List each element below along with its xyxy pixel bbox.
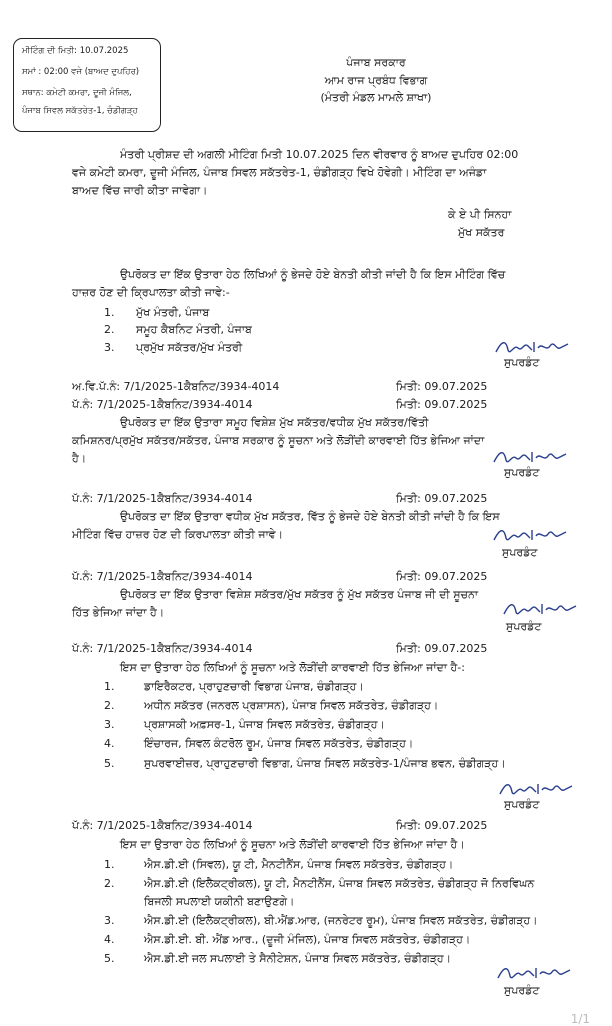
superintendent-label: ਸੁਪਰਡੰਟ xyxy=(504,466,540,479)
list-item-number: 2. xyxy=(104,877,115,890)
section2-line1: ਉਪਰੋਕਤ ਦਾ ਇੱਕ ਉਤਾਰਾ ਸਮੂਹ ਵਿਸ਼ੇਸ਼ ਮੁੱਖ ਸਕੱਤਰ/ਵਧੀਕ ਮੁੱਖ ਸਕੱਤਰ/ਵਿੱਤੀ xyxy=(120,416,429,429)
section4-line1: ਉਪਰੋਕਤ ਦਾ ਇੱਕ ਉਤਾਰਾ ਵਿਸ਼ੇਸ਼ ਸਕੱਤਰ/ਮੁੱਖ ਸਕੱਤਰ ਨੂੰ ਮੁੱਖ ਸਕੱਤਰ ਪੰਜਾਬ ਜੀ ਦੀ ਸੂਚਨਾ xyxy=(120,588,479,601)
superintendent-label: ਸੁਪਰਡੰਟ xyxy=(504,984,540,997)
section2-line3: ਹੈ। xyxy=(72,452,87,465)
reference-number: ਅ.ਵਿ.ਪੱ.ਨੰ: 7/1/2025-1ਕੈਬਨਿਟ/3934-4014 xyxy=(72,380,280,393)
list-item-number: 2. xyxy=(104,323,115,336)
reference-date: ਮਿਤੀ: 09.07.2025 xyxy=(396,380,488,393)
header-branch: (ਮੰਤਰੀ ਮੰਡਲ ਮਾਮਲੇ ਸ਼ਾਖਾ) xyxy=(320,91,432,104)
intro-line1: ਮੰਤਰੀ ਪ੍ਰੀਸ਼ਦ ਦੀ ਅਗਲੀ ਮੀਟਿੰਗ ਮਿਤੀ 10.07.2025 ਦਿਨ ਵੀਰਵਾਰ ਨੂੰ ਬਾਅਦ ਦੁਪਹਿਰ 02:00 xyxy=(120,148,519,161)
superintendent-label: ਸੁਪਰਡੰਟ xyxy=(504,356,540,369)
list-item: ਡਾਇਰੈਕਟਰ, ਪ੍ਰਾਹੁਣਚਾਰੀ ਵਿਭਾਗ ਪੰਜਾਬ, ਚੰਡੀਗੜ੍ਹ। xyxy=(144,680,364,693)
section6-intro: ਇਸ ਦਾ ਉਤਾਰਾ ਹੇਠ ਲਿਖਿਆਂ ਨੂੰ ਸੂਚਨਾ ਅਤੇ ਲੋੜੀਂਦੀ ਕਾਰਵਾਈ ਹਿੱਤ ਭੇਜਿਆ ਜਾਂਦਾ ਹੈ। xyxy=(120,838,465,851)
list-item-number: 1. xyxy=(104,680,115,693)
list-item: ਪ੍ਰਸ਼ਾਸਕੀ ਅਫ਼ਸਰ-1, ਪੰਜਾਬ ਸਿਵਲ ਸਕੱਤਰੇਤ, ਚੰਡੀਗੜ੍ਹ। xyxy=(144,718,385,731)
superintendent-label: ਸੁਪਰਡੰਟ xyxy=(504,798,540,811)
meeting-place-line1: ਸਥਾਨ: ਕਮੇਟੀ ਕਮਰਾ, ਦੂਜੀ ਮੰਜਿਲ, xyxy=(22,88,132,98)
list-item: ਬਿਜਲੀ ਸਪਲਾਈ ਯਕੀਨੀ ਬਣਾਉਣਗੇ। xyxy=(144,895,295,908)
list-item: ਐਸ.ਡੀ.ਈ (ਇਲੈਕਟ੍ਰੀਕਲ), ਬੀ.ਐਂਡ.ਆਰ, (ਜਨਰੇਟਰ ਰੂਮ), ਪੰਜਾਬ ਸਿਵਲ ਸਕੱਤਰੇਤ, ਚੰਡੀਗੜ੍ਹ। xyxy=(144,914,538,927)
section5-intro: ਇਸ ਦਾ ਉਤਾਰਾ ਹੇਠ ਲਿਖਿਆਂ ਨੂੰ ਸੂਚਨਾ ਅਤੇ ਲੋੜੀਂਦੀ ਕਾਰਵਾਈ ਹਿੱਤ ਭੇਜਿਆ ਜਾਂਦਾ ਹੈ-: xyxy=(120,661,465,674)
meeting-info-box xyxy=(13,38,161,132)
signatory-title: ਮੁੱਖ ਸਕੱਤਰ xyxy=(458,226,505,239)
section4-line2: ਹਿੱਤ ਭੇਜਿਆ ਜਾਂਦਾ ਹੈ। xyxy=(72,606,165,619)
reference-date: ਮਿਤੀ: 09.07.2025 xyxy=(396,398,488,411)
reference-number: ਪੱ.ਨੰ: 7/1/2025-1ਕੈਬਨਿਟ/3934-4014 xyxy=(72,642,253,655)
header-government: ਪੰਜਾਬ ਸਰਕਾਰ xyxy=(346,56,406,69)
header-department: ਆਮ ਰਾਜ ਪ੍ਰਬੰਧ ਵਿਭਾਗ xyxy=(324,74,428,87)
list-item-number: 4. xyxy=(104,737,115,750)
intro-line3: ਬਾਅਦ ਵਿੱਚ ਜਾਰੀ ਕੀਤਾ ਜਾਵੇਗਾ। xyxy=(72,184,208,197)
list-item: ਐਸ.ਡੀ.ਈ ਜਲ ਸਪਲਾਈ ਤੇ ਸੈਨੀਟੇਸ਼ਨ, ਪੰਜਾਬ ਸਿਵਲ ਸਕੱਤਰੇਤ, ਚੰਡੀਗੜ੍ਹ। xyxy=(144,952,452,965)
list-item-number: 1. xyxy=(104,858,115,871)
meeting-place-line2: ਪੰਜਾਬ ਸਿਵਲ ਸਕੱਤਰੇਤ-1, ਚੰਡੀਗੜ੍ਹ xyxy=(22,106,138,116)
intro-line2: ਵਜੇ ਕਮੇਟੀ ਕਮਰਾ, ਦੂਜੀ ਮੰਜਿਲ, ਪੰਜਾਬ ਸਿਵਲ ਸਕੱਤਰੇਤ-1, ਚੰਡੀਗੜ੍ਹ ਵਿਖੇ ਹੋਵੇਗੀ। ਮੀਟਿੰਗ ਦਾ ਅਜੰਡਾ xyxy=(72,166,487,179)
section1-line2: ਹਾਜ਼ਰ ਹੋਣ ਦੀ ਕ੍ਰਿਪਾਲਤਾ ਕੀਤੀ ਜਾਵੇ:- xyxy=(72,286,230,299)
section2-line2: ਕਮਿਸ਼ਨਰ/ਪ੍ਰਮੁੱਖ ਸਕੱਤਰ/ਸਕੱਤਰ, ਪੰਜਾਬ ਸਰਕਾਰ ਨੂੰ ਸੂਚਨਾ ਅਤੇ ਲੋੜੀਂਦੀ ਕਾਰਵਾਈ ਹਿੱਤ ਭੇਜਿਆ ਜਾਂਦਾ xyxy=(72,434,485,447)
list-item: ਸੁਪਰਵਾਈਜ਼ਰ, ਪ੍ਰਾਹੁਣਚਾਰੀ ਵਿਭਾਗ, ਪੰਜਾਬ ਸਿਵਲ ਸਕੱਤਰੇਤ-1/ਪੰਜਾਬ ਭਵਨ, ਚੰਡੀਗੜ੍ਹ। xyxy=(144,757,506,770)
section1-line1: ਉਪਰੋਕਤ ਦਾ ਇੱਕ ਉਤਾਰਾ ਹੇਠ ਲਿਖਿਆਂ ਨੂੰ ਭੇਜਦੇ ਹੋਏ ਬੇਨਤੀ ਕੀਤੀ ਜਾਂਦੀ ਹੈ ਕਿ ਇਸ ਮੀਟਿੰਗ ਵਿੱਚ xyxy=(120,268,506,281)
page-indicator: 1/1 xyxy=(570,1012,590,1026)
reference-date: ਮਿਤੀ: 09.07.2025 xyxy=(396,819,488,832)
list-item: ਅਧੀਨ ਸਕੱਤਰ (ਜਨਰਲ ਪ੍ਰਸ਼ਾਸਨ), ਪੰਜਾਬ ਸਿਵਲ ਸਕੱਤਰੇਤ, ਚੰਡੀਗੜ੍ਹ। xyxy=(144,699,439,712)
list-item: ਐਸ.ਡੀ.ਈ (ਇਲੈਕਟ੍ਰੀਕਲ), ਯੂ ਟੀ, ਮੈਨਟੀਨੈਂਸ, ਪੰਜਾਬ ਸਿਵਲ ਸਕੱਤਰੇਤ, ਚੰਡੀਗੜ੍ਹ ਜੋ ਨਿਰਵਿਘਨ xyxy=(144,877,535,890)
reference-number: ਪੱ.ਨੰ: 7/1/2025-1ਕੈਬਨਿਟ/3934-4014 xyxy=(72,819,253,832)
reference-number: ਪੱ.ਨੰ: 7/1/2025-1ਕੈਬਨਿਟ/3934-4014 xyxy=(72,570,253,583)
signature xyxy=(492,446,572,468)
list-item: ਐਸ.ਡੀ.ਈ. ਬੀ. ਐਂਡ ਆਰ., (ਦੂਜੀ ਮੰਜਿਲ), ਪੰਜਾਬ ਸਿਵਲ ਸਕੱਤਰੇਤ, ਚੰਡੀਗੜ੍ਹ। xyxy=(144,933,471,946)
list-item-number: 4. xyxy=(104,933,115,946)
section3-line1: ਉਪਰੋਕਤ ਦਾ ਇੱਕ ਉਤਾਰਾ ਵਧੀਕ ਮੁੱਖ ਸਕੱਤਰ, ਵਿੱਤ ਨੂੰ ਭੇਜਦੇ ਹੋਏ ਬੇਨਤੀ ਕੀਤੀ ਜਾਂਦੀ ਹੈ ਕਿ ਇਸ xyxy=(120,510,500,523)
signature xyxy=(496,962,576,984)
list-item-number: 3. xyxy=(104,718,115,731)
list-item-number: 5. xyxy=(104,952,115,965)
signatory-name: ਕੇ ਏ ਪੀ ਸਿਨਹਾ xyxy=(448,208,512,221)
section3-line2: ਮੀਟਿੰਗ ਵਿੱਚ ਹਾਜ਼ਰ ਹੋਣ ਦੀ ਕਿਰਪਾਲਤਾ ਕੀਤੀ ਜਾਵੇ। xyxy=(72,528,284,541)
list-item-number: 3. xyxy=(104,914,115,927)
superintendent-label: ਸੁਪਰਡੰਟ xyxy=(502,546,538,559)
reference-date: ਮਿਤੀ: 09.07.2025 xyxy=(396,492,488,505)
list-item: ਮੁੱਖ ਮੰਤਰੀ, ਪੰਜਾਬ xyxy=(136,306,210,319)
reference-number: ਪੱ.ਨੰ: 7/1/2025-1ਕੈਬਨਿਟ/3934-4014 xyxy=(72,398,253,411)
reference-date: ਮਿਤੀ: 09.07.2025 xyxy=(396,570,488,583)
meeting-time: ਸਮਾਂ : 02:00 ਵਜੇ (ਬਾਅਦ ਦੁਪਹਿਰ) xyxy=(22,67,140,77)
reference-number: ਪੱ.ਨੰ: 7/1/2025-1ਕੈਬਨਿਟ/3934-4014 xyxy=(72,492,253,505)
signature xyxy=(494,336,574,358)
reference-date: ਮਿਤੀ: 09.07.2025 xyxy=(396,642,488,655)
list-item-number: 3. xyxy=(104,341,115,354)
signature xyxy=(498,778,578,800)
list-item-number: 1. xyxy=(104,306,115,319)
list-item: ਐਸ.ਡੀ.ਈ (ਸਿਵਲ), ਯੂ ਟੀ, ਮੈਨਟੀਨੈਂਸ, ਪੰਜਾਬ ਸਿਵਲ ਸਕੱਤਰੇਤ, ਚੰਡੀਗੜ੍ਹ। xyxy=(144,858,454,871)
signature xyxy=(502,598,582,620)
list-item: ਪ੍ਰਮੁੱਖ ਸਕੱਤਰ/ਮੁੱਖ ਮੰਤਰੀ xyxy=(136,341,243,354)
list-item: ਇੰਚਾਰਜ, ਸਿਵਲ ਕੰਟਰੋਲ ਰੂਮ, ਪੰਜਾਬ ਸਿਵਲ ਸਕੱਤਰੇਤ, ਚੰਡੀਗੜ੍ਹ। xyxy=(144,737,414,750)
list-item: ਸਮੂਹ ਕੈਬਨਿਟ ਮੰਤਰੀ, ਪੰਜਾਬ xyxy=(136,323,252,336)
list-item-number: 2. xyxy=(104,699,115,712)
signature xyxy=(492,524,572,546)
superintendent-label: ਸੁਪਰਡੰਟ xyxy=(506,620,542,633)
list-item-number: 5. xyxy=(104,757,115,770)
meeting-date: ਮੀਟਿੰਗ ਦੀ ਮਿਤੀ: 10.07.2025 xyxy=(22,46,129,56)
